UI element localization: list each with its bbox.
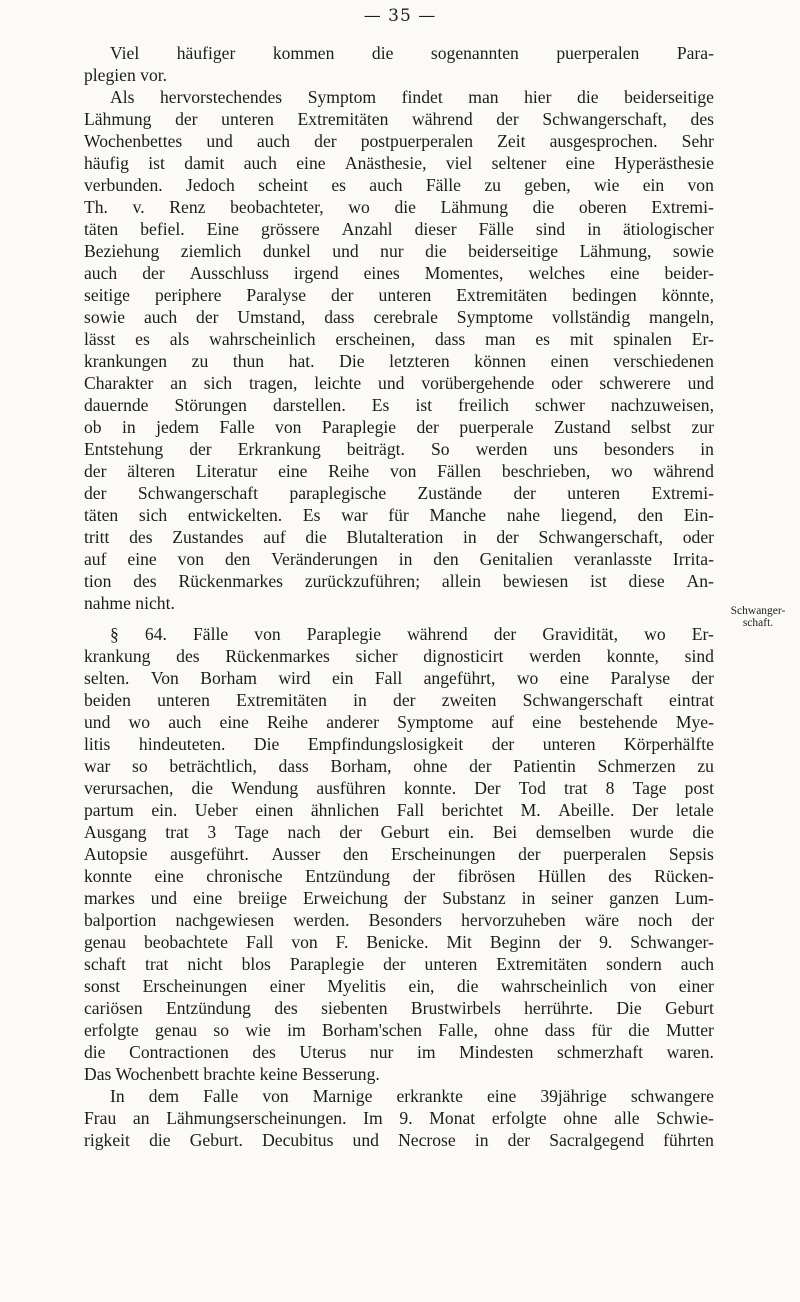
text-line: Wochenbettes und auch der postpuerperalen Zeit ausgesprochen. Sehr (84, 131, 714, 151)
text-line: auf eine von den Veränderungen in den Genitalien veranlasste Irrita- (84, 549, 714, 569)
text-line: selten. Von Borham wird ein Fall angeführt, wo eine Paralyse der (84, 668, 714, 688)
text-line: Das Wochenbett brachte keine Besserung. (84, 1064, 380, 1084)
text-line: In dem Falle von Marnige erkrankte eine 39jährige schwangere (110, 1086, 714, 1106)
text-line: der älteren Literatur eine Reihe von Fällen beschrieben, wo während (84, 461, 714, 481)
text-line: nahme nicht. (84, 593, 175, 613)
text-line: lässt es als wahrscheinlich erscheinen, dass man es mit spinalen Er- (84, 329, 714, 349)
text-line: erfolgte genau so wie im Borham'schen Falle, ohne dass für die Mutter (84, 1020, 714, 1040)
margin-note-line: Schwanger- (730, 605, 786, 617)
text-line: litis hindeuteten. Die Empfindungslosigkeit der unteren Körperhälfte (84, 734, 714, 754)
text-line: seitige periphere Paralyse der unteren Extremitäten bedingen könnte, (84, 285, 714, 305)
body-text (84, 42, 714, 1151)
text-line: Frau an Lähmungserscheinungen. Im 9. Monat erfolgte ohne alle Schwie- (84, 1108, 714, 1128)
text-line: tritt des Zustandes auf die Blutalteration in der Schwangerschaft, oder (84, 527, 714, 547)
text-line: die Contractionen des Uterus nur im Mindesten schmerzhaft waren. (84, 1042, 714, 1062)
text-line: Als hervorstechendes Symptom findet man hier die beiderseitige (110, 87, 714, 107)
text-line: cariösen Entzündung des siebenten Brustwirbels herrührte. Die Geburt (84, 998, 714, 1018)
text-line: sonst Erscheinungen einer Myelitis ein, die wahrscheinlich von einer (84, 976, 714, 996)
text-line: Th. v. Renz beobachteter, wo die Lähmung die oberen Extremi- (84, 197, 714, 217)
text-line: rigkeit die Geburt. Decubitus und Necrose in der Sacralgegend führten (84, 1130, 714, 1150)
text-line: tion des Rückenmarkes zurückzuführen; allein bewiesen ist diese An- (84, 571, 714, 591)
text-line: Beziehung ziemlich dunkel und nur die beiderseitige Lähmung, sowie (84, 241, 714, 261)
text-line: Ausgang trat 3 Tage nach der Geburt ein. Bei demselben wurde die (84, 822, 714, 842)
text-line: sowie auch der Umstand, dass cerebrale Symptome vollständig mangeln, (84, 307, 714, 327)
margin-note-line: schaft. (742, 617, 774, 629)
page-number: — 35 — (363, 6, 437, 26)
text-line: markes und eine breiige Erweichung der Substanz in seiner ganzen Lum- (84, 888, 714, 908)
text-line: häufig ist damit auch eine Anästhesie, viel seltener eine Hyperästhesie (84, 153, 714, 173)
text-line: plegien vor. (84, 65, 168, 85)
text-line: Charakter an sich tragen, leichte und vorübergehende oder schwerere und (84, 373, 714, 393)
text-line: krankungen zu thun hat. Die letzteren können einen verschiedenen (84, 351, 714, 371)
text-line: Viel häufiger kommen die sogenannten puerperalen Para- (110, 43, 714, 63)
text-line: Autopsie ausgeführt. Ausser den Erscheinungen der puerperalen Sepsis (84, 844, 714, 864)
text-line: konnte eine chronische Entzündung der fibrösen Hüllen des Rücken- (84, 866, 714, 886)
text-line: dauernde Störungen darstellen. Es ist freilich schwer nachzuweisen, (84, 395, 714, 415)
text-line: beiden unteren Extremitäten in der zweiten Schwangerschaft eintrat (84, 690, 714, 710)
text-line: balportion nachgewiesen werden. Besonders hervorzuheben wäre noch der (84, 910, 714, 930)
text-line: der Schwangerschaft paraplegische Zustände der unteren Extremi- (84, 483, 714, 503)
text-line: schaft trat nicht blos Paraplegie der unteren Extremitäten sondern auch (84, 954, 714, 974)
text-line: ob in jedem Falle von Paraplegie der puerperale Zustand selbst zur (84, 417, 714, 437)
text-line: verursachen, die Wendung ausführen konnte. Der Tod trat 8 Tage post (84, 778, 714, 798)
text-line: partum ein. Ueber einen ähnlichen Fall berichtet M. Abeille. Der letale (84, 800, 714, 820)
text-line: § 64. Fälle von Paraplegie während der Gravidität, wo Er- (110, 624, 714, 644)
text-line: und wo auch eine Reihe anderer Symptome auf eine bestehende Mye- (84, 712, 714, 732)
text-line: täten sich entwickelten. Es war für Manche nahe liegend, den Ein- (84, 505, 714, 525)
text-line: genau beobachtete Fall von F. Benicke. Mit Beginn der 9. Schwanger- (84, 932, 714, 952)
text-line: Entstehung der Erkrankung beiträgt. So werden uns besonders in (84, 439, 714, 459)
text-line: Lähmung der unteren Extremitäten während der Schwangerschaft, des (84, 109, 714, 129)
margin-note (722, 605, 794, 629)
text-line: war so beträchtlich, dass Borham, ohne der Patientin Schmerzen zu (84, 756, 714, 776)
text-line: verbunden. Jedoch scheint es auch Fälle zu geben, wie ein von (84, 175, 714, 195)
text-line: täten befiel. Eine grössere Anzahl dieser Fälle sind in ätiologischer (84, 219, 714, 239)
text-line: krankung des Rückenmarkes sicher dignosticirt werden konnte, sind (84, 646, 714, 666)
text-line: auch der Ausschluss irgend eines Momentes, welches eine beider- (84, 263, 714, 283)
